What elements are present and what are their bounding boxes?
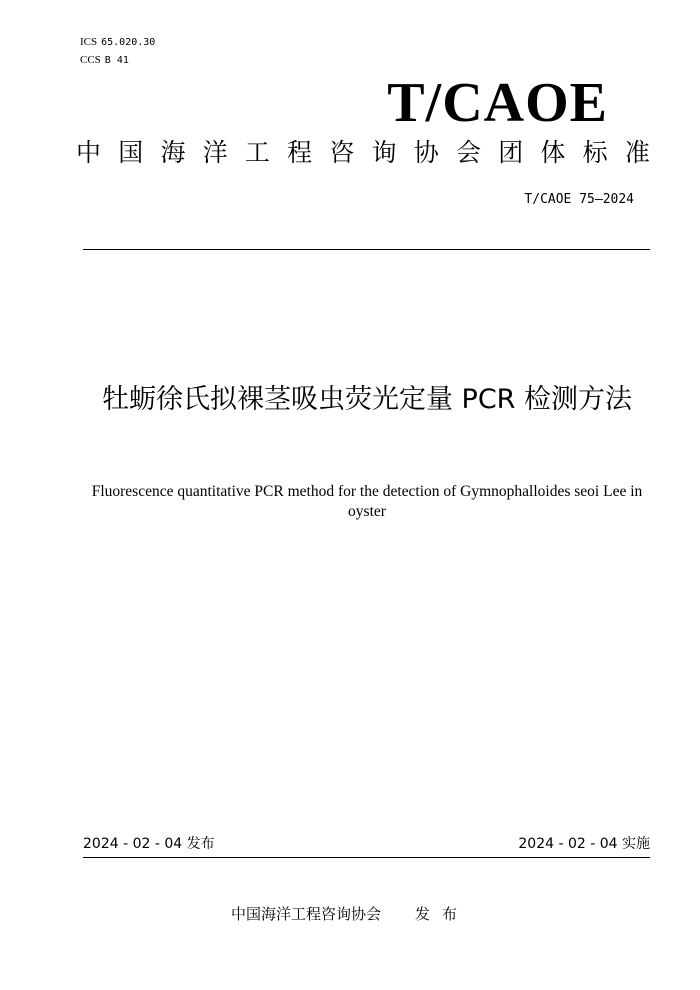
ics-label: ICS [80,36,98,48]
standard-number: T/CAOE 75—2024 [524,192,634,207]
org-name-char: 程 [287,138,313,167]
org-name-char: 协 [413,138,439,167]
issue-date: 2024 - 02 - 04 发布 [83,836,215,852]
publisher-line [0,904,700,924]
organization-logo: T/CAOE [387,72,608,134]
publish-action: 发布 [415,905,470,923]
org-name-char: 咨 [329,138,355,167]
organization-name [76,136,650,170]
org-name-char: 询 [371,138,397,167]
org-name-char: 国 [118,138,144,167]
org-name-char: 标 [582,138,608,167]
implementation-date: 2024 - 02 - 04 实施 [518,836,650,852]
ics-classification [80,35,155,50]
org-name-char: 海 [160,138,186,167]
ics-code: 65.020.30 [101,37,156,48]
ccs-classification [80,53,129,68]
org-name-char: 体 [540,138,566,167]
document-title-english: Fluorescence quantitative PCR method for the detection of Gymnophalloides seoi Lee in oyster [91,483,643,520]
org-name-char: 团 [498,138,524,167]
publisher-name: 中国海洋工程咨询协会 [230,905,381,923]
ccs-label: CCS [80,54,101,66]
org-name-char: 会 [455,138,481,167]
date-divider [83,857,650,858]
org-name-char: 洋 [202,138,228,167]
header-divider [83,249,650,250]
ccs-code: B 41 [104,55,129,66]
org-name-char: 中 [76,138,102,167]
org-name-char: 工 [244,138,270,167]
org-name-char: 准 [624,138,650,167]
document-title-chinese: 牡蛎徐氏拟裸茎吸虫荧光定量 PCR 检测方法 [101,384,633,415]
